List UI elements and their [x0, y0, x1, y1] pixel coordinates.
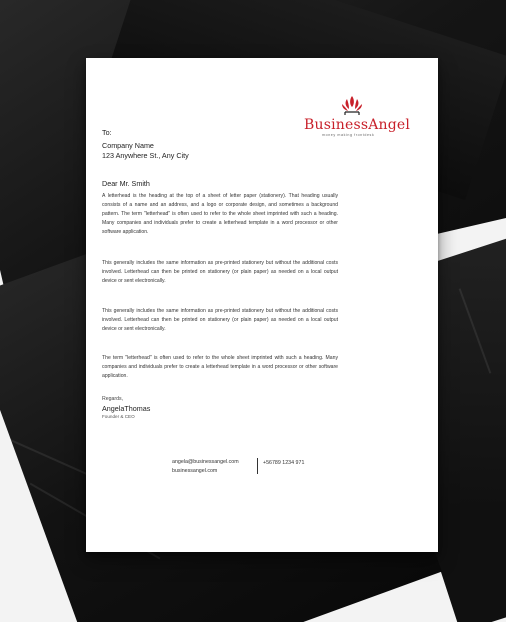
- signer-name: AngelaThomas: [102, 404, 151, 413]
- salutation: Dear Mr. Smith: [102, 179, 150, 188]
- brand-name: BusinessAngel: [304, 117, 411, 133]
- closing-regards: Regards,: [102, 396, 124, 402]
- to-label: To:: [102, 128, 112, 137]
- footer-email: angela@businessangel.com: [172, 459, 239, 465]
- body-paragraph: This generally includes the same information as pre-printed stationery but without the additional costs involved. Letterhead can then be printed on stationery (or plain paper) as needed on a local output device or sent electronically.: [102, 308, 338, 332]
- footer-contact: [172, 458, 239, 476]
- recipient-company: Company Name: [102, 141, 154, 150]
- signer-role: Founder & CEO: [102, 414, 135, 419]
- body-paragraph: The term "letterhead" is often used to refer to the whole sheet imprinted with such a heading. Many companies and individuals prefer to create a letterhead template in a word processor or other software application.: [102, 355, 338, 379]
- brand-logo: [304, 94, 424, 137]
- footer-divider: [257, 458, 258, 474]
- angel-logo-icon: [338, 94, 366, 116]
- footer-phone: +56789 1234 971: [263, 460, 305, 466]
- recipient-address: 123 Anywhere St., Any City: [102, 151, 189, 160]
- footer-website: businessangel.com: [172, 468, 218, 474]
- body-paragraph: This generally includes the same information as pre-printed stationery but without the additional costs involved. Letterhead can then be printed on stationery (or plain paper) as needed on a local output device or sent electronically.: [102, 260, 338, 284]
- recipient-block: [102, 141, 189, 161]
- brand-tagline: money making frontdesk: [322, 133, 375, 137]
- body-paragraph: A letterhead is the heading at the top of a sheet of letter paper (stationery). That heading usually consists of a name and an address, and a logo or corporate design, and sometimes a background pattern. The term "letterhead" is often used to refer to the whole sheet imprinted with such a heading. Many companies and individuals prefer to create a letterhead template in a word processor or other software application.: [102, 193, 338, 235]
